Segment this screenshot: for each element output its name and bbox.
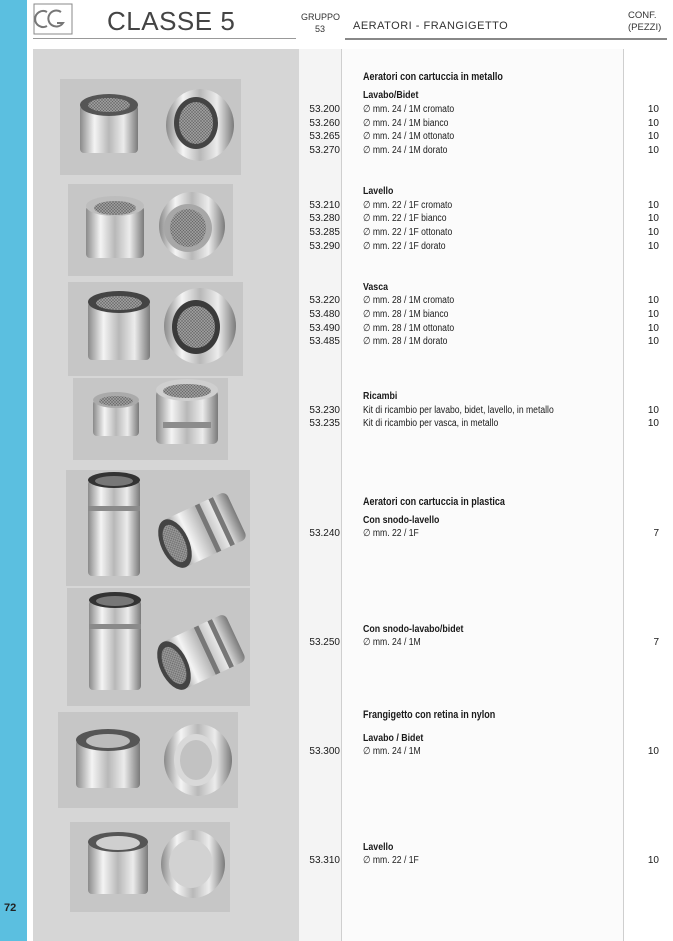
item-quantity: 10 bbox=[647, 418, 659, 429]
classe-title: CLASSE 5 bbox=[107, 6, 236, 36]
product-photo-53250 bbox=[67, 588, 250, 706]
brand-logo bbox=[33, 3, 73, 35]
item-code: 53.200 bbox=[309, 104, 340, 115]
section-title-nylon: Frangigetto con retina in nylon bbox=[363, 709, 496, 721]
subsection-title-snodo-lavabo-bidet: Con snodo-lavabo/bidet bbox=[363, 623, 464, 635]
item-code: 53.300 bbox=[309, 746, 340, 757]
item-quantity: 10 bbox=[647, 213, 659, 224]
subsection-title-lavello-nylon: Lavello bbox=[363, 841, 394, 853]
item-description: ∅ mm. 22 / 1F ottonato bbox=[363, 227, 453, 238]
item-quantity: 7 bbox=[653, 637, 659, 648]
conf-header bbox=[628, 10, 668, 34]
subsection-title-vasca: Vasca bbox=[363, 281, 389, 293]
product-photo-53230 bbox=[73, 378, 228, 460]
column-divider bbox=[623, 49, 624, 941]
item-quantity: 10 bbox=[647, 118, 659, 129]
subsection-title-lavello: Lavello bbox=[363, 185, 394, 197]
side-color-band bbox=[0, 0, 27, 941]
gruppo-box bbox=[301, 11, 339, 35]
product-photo-53220 bbox=[68, 282, 243, 376]
product-photo-53310 bbox=[70, 822, 230, 912]
item-code: 53.310 bbox=[309, 855, 340, 866]
item-description: ∅ mm. 22 / 1F bbox=[363, 528, 419, 539]
product-photo-53210 bbox=[68, 184, 233, 276]
item-description: ∅ mm. 24 / 1M dorato bbox=[363, 145, 448, 156]
item-quantity: 10 bbox=[647, 241, 659, 252]
item-quantity: 10 bbox=[647, 200, 659, 211]
section-title-metallo: Aeratori con cartuccia in metallo bbox=[363, 71, 503, 83]
item-description: ∅ mm. 22 / 1F dorato bbox=[363, 241, 446, 252]
item-quantity: 10 bbox=[647, 405, 659, 416]
subsection-title-snodo-lavello: Con snodo-lavello bbox=[363, 514, 440, 526]
item-code: 53.235 bbox=[309, 418, 340, 429]
item-quantity: 10 bbox=[647, 104, 659, 115]
subsection-title-lavabo-bidet: Lavabo/Bidet bbox=[363, 89, 419, 101]
item-quantity: 10 bbox=[647, 746, 659, 757]
subsection-title-lavabo-bidet-nylon: Lavabo / Bidet bbox=[363, 732, 424, 744]
code-column bbox=[299, 49, 341, 941]
column-divider bbox=[341, 49, 342, 941]
item-quantity: 7 bbox=[653, 528, 659, 539]
item-code: 53.485 bbox=[309, 336, 340, 347]
product-photo-53200 bbox=[60, 79, 241, 175]
item-quantity: 10 bbox=[647, 855, 659, 866]
item-description: ∅ mm. 28 / 1M bianco bbox=[363, 309, 449, 320]
product-photo-53240 bbox=[66, 470, 250, 586]
gruppo-label: GRUPPO bbox=[301, 12, 341, 22]
item-code: 53.290 bbox=[309, 241, 340, 252]
header-rule-left bbox=[33, 38, 296, 39]
item-code: 53.240 bbox=[309, 528, 340, 539]
section-title-plastica: Aeratori con cartuccia in plastica bbox=[363, 496, 505, 508]
item-description: ∅ mm. 24 / 1M bianco bbox=[363, 118, 449, 129]
item-description: ∅ mm. 22 / 1F cromato bbox=[363, 200, 453, 211]
item-code: 53.265 bbox=[309, 131, 340, 142]
item-code: 53.285 bbox=[309, 227, 340, 238]
conf-label: CONF. bbox=[628, 10, 657, 21]
item-description: ∅ mm. 28 / 1M ottonato bbox=[363, 323, 455, 334]
item-code: 53.220 bbox=[309, 295, 340, 306]
item-quantity: 10 bbox=[647, 309, 659, 320]
item-quantity: 10 bbox=[647, 227, 659, 238]
item-code: 53.490 bbox=[309, 323, 340, 334]
item-quantity: 10 bbox=[647, 145, 659, 156]
page-number: 72 bbox=[4, 902, 17, 914]
item-description: ∅ mm. 22 / 1F bbox=[363, 855, 419, 866]
gruppo-number: 53 bbox=[314, 24, 325, 34]
item-description: ∅ mm. 24 / 1M ottonato bbox=[363, 131, 455, 142]
item-code: 53.270 bbox=[309, 145, 340, 156]
subsection-title-ricambi: Ricambi bbox=[363, 390, 398, 402]
item-description: Kit di ricambio per vasca, in metallo bbox=[363, 418, 499, 429]
item-code: 53.210 bbox=[309, 200, 340, 211]
item-description: ∅ mm. 28 / 1M dorato bbox=[363, 336, 448, 347]
item-description: ∅ mm. 22 / 1F bianco bbox=[363, 213, 447, 224]
item-description: ∅ mm. 24 / 1M bbox=[363, 746, 421, 757]
item-quantity: 10 bbox=[647, 323, 659, 334]
product-photo-53300 bbox=[58, 712, 238, 808]
item-code: 53.480 bbox=[309, 309, 340, 320]
item-description: ∅ mm. 24 / 1M cromato bbox=[363, 104, 455, 115]
item-code: 53.260 bbox=[309, 118, 340, 129]
item-description: Kit di ricambio per lavabo, bidet, lavello, in metallo bbox=[363, 405, 554, 416]
item-code: 53.250 bbox=[309, 637, 340, 648]
item-code: 53.230 bbox=[309, 405, 340, 416]
item-description: ∅ mm. 28 / 1M cromato bbox=[363, 295, 455, 306]
category-title: AERATORI - FRANGIGETTO bbox=[353, 20, 509, 32]
item-quantity: 10 bbox=[647, 295, 659, 306]
header-rule-right bbox=[345, 38, 667, 40]
description-column bbox=[342, 49, 623, 941]
item-code: 53.280 bbox=[309, 213, 340, 224]
item-quantity: 10 bbox=[647, 131, 659, 142]
item-quantity: 10 bbox=[647, 336, 659, 347]
item-description: ∅ mm. 24 / 1M bbox=[363, 637, 421, 648]
conf-unit: (PEZZI) bbox=[628, 22, 662, 33]
